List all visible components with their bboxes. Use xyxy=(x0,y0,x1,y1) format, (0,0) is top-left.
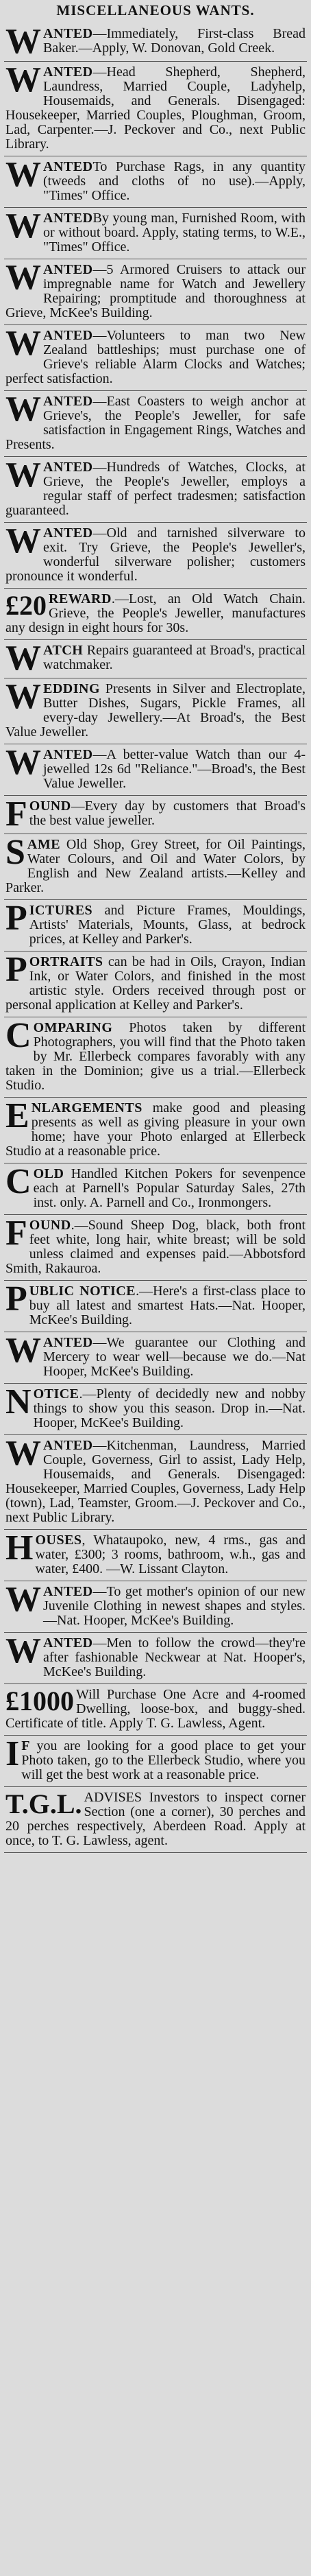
ad-body-text: ADVISES Investors to inspect corner Section (one a corner), 30 perches and 20 perches respectively, Aberdeen Road. Apply at once, to T. G. Lawless, agent. xyxy=(5,1790,306,1848)
classified-ad xyxy=(4,1787,307,1853)
ad-lead-initial: W xyxy=(5,1435,41,1473)
ad-caps-word: OLD xyxy=(33,1166,64,1181)
classified-ad xyxy=(4,156,307,208)
ad-lead-initial: H xyxy=(5,1530,34,1568)
classified-ad xyxy=(4,391,307,457)
classified-ad xyxy=(4,259,307,325)
classified-ad xyxy=(4,23,307,62)
ad-body-text: make good and pleasing presents as well as giving pleasure in your own home; have your Photo enlarged at Ellerbeck Studio at a reasonable price. xyxy=(5,1100,306,1159)
ad-body-text: Handled Kitchen Pokers for sevenpence each at Parnell's Popular Saturday Sales, 27th inst. only. A. Parnell and Co., Ironmongers. xyxy=(33,1166,306,1210)
classified-ad xyxy=(4,640,307,678)
classified-ad xyxy=(4,325,307,391)
section-heading: MISCELLANEOUS WANTS. xyxy=(56,2,255,19)
ad-lead-initial: C xyxy=(5,1163,32,1201)
ad-body-text: .—Lost, an Old Watch Chain. Grieve, the People's Jeweller, manufactures any design in eight hours for 30s. xyxy=(5,591,306,635)
ad-lead-initial: T.G.L. xyxy=(5,1788,82,1819)
ad-lead-initial: C xyxy=(5,1017,32,1055)
ad-caps-word: F xyxy=(21,1738,30,1753)
ad-body-text: .—Here's a first-class place to buy all latest and smartest Hats.—Nat. Hooper, McKee's Building. xyxy=(29,1284,306,1327)
ad-lead-initial: W xyxy=(5,391,41,429)
ad-caps-word: ANTED xyxy=(43,1635,93,1651)
ad-body-text: Repairs guaranteed at Broad's, practical watchmaker. xyxy=(43,643,306,672)
classified-ad xyxy=(4,1530,307,1581)
ad-lead-initial: W xyxy=(5,744,41,782)
ad-caps-word: ANTED xyxy=(43,64,93,80)
ad-body-text: Presents in Silver and Electroplate, Butter Dishes, Sugars, Pickle Frames, all every-day Jewellery.—At Broad's, the Best Value Jeweller. xyxy=(5,681,306,740)
ad-body-text: —Hundreds of Watches, Clocks, at Grieve, the People's Jeweller, employs a regular staff of perfect tradesmen; satisfaction guaranteed. xyxy=(5,460,306,518)
ad-caps-word: ANTED xyxy=(43,211,93,226)
classified-ad xyxy=(4,1435,307,1530)
ad-lead-initial: F xyxy=(5,796,27,834)
ad-lead-initial: I xyxy=(5,1736,20,1773)
ad-lead-initial: S xyxy=(5,834,25,872)
ad-caps-word: ANTED xyxy=(43,159,93,174)
ad-body-text: Photos taken by different Photographers, you will find that the Photo taken by Mr. Ellerbeck compares favorably with any taken in the Dominion; give us a trial.—Ellerbeck Studio. xyxy=(5,1020,306,1093)
ad-caps-word: AME xyxy=(27,837,61,852)
classified-ad xyxy=(4,796,307,834)
ad-body-text: —East Coasters to weigh anchor at Grieve's, the People's Jeweller, for safe satisfaction in Engagement Rings, Watches and Presents. xyxy=(5,394,306,452)
ad-body-text: Will Purchase One Acre and 4-roomed Dwelling, loose-box, and buggy-shed. Certificate of title. Apply T. G. Lawless, Agent. xyxy=(5,1687,306,1731)
ad-caps-word: REWARD xyxy=(49,591,112,606)
ad-lead-initial: E xyxy=(5,1098,29,1135)
classified-ad xyxy=(4,900,307,952)
classified-ad xyxy=(4,523,307,589)
ad-body-text: Old Shop, Grey Street, for Oil Paintings, Water Colours, and Oil and Water Colors, by English and New Zealand artists.—Kelley and Parker. xyxy=(5,837,306,895)
ad-lead-initial: N xyxy=(5,1384,32,1421)
ad-lead-initial: W xyxy=(5,62,41,99)
ad-lead-initial: P xyxy=(5,952,27,989)
ad-caps-word: ANTED xyxy=(43,1584,93,1599)
ad-caps-word: ICTURES xyxy=(29,903,93,918)
classified-ad xyxy=(4,1098,307,1163)
ad-caps-word: ANTED xyxy=(43,262,93,277)
ad-lead-initial: W xyxy=(5,259,41,297)
classified-ad xyxy=(4,1684,307,1736)
ad-caps-word: ANTED xyxy=(43,525,93,541)
ad-caps-word: UBLIC NOTICE xyxy=(29,1284,136,1299)
ad-caps-word: NLARGEMENTS xyxy=(31,1100,142,1115)
ad-lead-initial: W xyxy=(5,156,41,194)
ad-body-text: —We guarantee our Clothing and Mercery to wear well—because we do.—Nat Hooper, McKee's Building. xyxy=(43,1335,306,1379)
ad-lead-initial: W xyxy=(5,1332,41,1370)
ad-caps-word: ATCH xyxy=(43,643,84,658)
ad-caps-word: OMPARING xyxy=(33,1020,113,1035)
ad-caps-word: ANTED xyxy=(43,460,93,475)
ad-body-text: and Picture Frames, Mouldings, Artists' Materials, Mounts, Glass, at bedrock prices, at Kelley and Parker's. xyxy=(29,903,306,947)
ad-body-text: , Whataupoko, new, 4 rms., gas and water, £300; 3 rooms, bathroom, w.h., gas and water, £400. —W. Lissant Clayton. xyxy=(35,1533,306,1576)
ad-lead-initial: W xyxy=(5,640,41,678)
classified-ad xyxy=(4,589,307,640)
classified-ad xyxy=(4,1332,307,1384)
ad-body-text: —Immediately, First-class Bread Baker.—Apply, W. Donovan, Gold Creek. xyxy=(43,26,306,56)
ad-lead-initial: W xyxy=(5,208,41,246)
ad-lead-initial: W xyxy=(5,1633,41,1670)
classified-ad xyxy=(4,1736,307,1787)
ad-lead-initial: W xyxy=(5,23,41,61)
ad-body-text: —Volunteers to man two New Zealand battleships; must purchase one of Grieve's reliable Alarm Clocks and Watches; perfect satisfaction. xyxy=(5,328,306,386)
ad-body-text: —Kitchenman, Laundress, Married Couple, Governess, Girl to assist, Lady Help, Housemaids, and Generals. Disengaged: Housekeeper, Married Couples, Governess, Lady Help (town), Lad, Teamster, Groom.—J. Peckover and Co., next Public Library. xyxy=(5,1438,306,1525)
classified-ad xyxy=(4,1633,307,1684)
ad-body-text: —5 Armored Cruisers to attack our impregnable name for Watch and Jewellery Repairing; promptitude and thoroughness at Grieve, McKee's Building. xyxy=(5,262,306,320)
classified-ad xyxy=(4,1581,307,1633)
ad-body-text: —A better-value Watch than our 4-jewelled 12s 6d "Reliance."—Broad's, the Best Value Jeweller. xyxy=(43,747,306,791)
ad-body-text: —Every day by customers that Broad's the best value jeweller. xyxy=(29,799,306,828)
classified-ad xyxy=(4,678,307,744)
ad-lead-initial: F xyxy=(5,1215,27,1253)
ad-caps-word: OUND xyxy=(29,1218,71,1233)
ad-caps-word: OTICE xyxy=(33,1386,79,1402)
classified-ad xyxy=(4,1281,307,1332)
ad-lead-initial: P xyxy=(5,1281,27,1319)
ad-body-text: you are looking for a good place to get your Photo taken, go to the Ellerbeck Studio, where you will get the best work at a reasonable price. xyxy=(21,1738,306,1782)
ad-body-text: By young man, Furnished Room, with or without board. Apply, stating terms, to W.E., "Times" Office. xyxy=(43,211,306,255)
ad-caps-word: OUSES xyxy=(35,1533,82,1548)
ad-lead-initial: P xyxy=(5,900,27,938)
ads-column xyxy=(4,23,307,1853)
ad-lead-initial: £20 xyxy=(5,590,47,621)
ad-body-text: —Old and tarnished silverware to exit. Try Grieve, the People's Jeweller's, wonderful silverware polisher; customers pronounce it wonderful. xyxy=(5,525,306,584)
ad-lead-initial: W xyxy=(5,1581,41,1619)
ad-caps-word: ANTED xyxy=(43,26,93,41)
ad-caps-word: ANTED xyxy=(43,394,93,409)
ad-body-text: can be had in Oils, Crayon, Indian Ink, or Water Colors, and finished in the most artistic style. Orders received through post or personal application at Kelley and Parker's. xyxy=(5,954,306,1013)
ad-caps-word: ANTED xyxy=(43,747,93,762)
classified-ad xyxy=(4,1215,307,1281)
ad-lead-initial: W xyxy=(5,678,41,716)
ad-body-text: —Men to follow the crowd—they're after fashionable Neckwear at Nat. Hooper's, McKee's Building. xyxy=(43,1635,306,1679)
ad-body-text: To Purchase Rags, in any quantity (tweeds and cloths of no use).—Apply, "Times" Office. xyxy=(43,159,306,203)
classified-ad xyxy=(4,744,307,796)
ad-body-text: —Head Shepherd, Shepherd, Laundress, Married Couple, Ladyhelp, Housemaids, and Generals. Disengaged: Housekeeper, Married Couples, Ploughman, Groom, Lad, Carpenter.—J. Peckover and Co., next Public Library. xyxy=(5,64,306,152)
ad-caps-word: EDDING xyxy=(43,681,101,696)
ad-lead-initial: £1000 xyxy=(5,1686,74,1716)
ad-caps-word: ANTED xyxy=(43,328,93,343)
classified-ad xyxy=(4,1384,307,1435)
ad-body-text: .—Sound Sheep Dog, black, both front feet white, long hair, white breast; will be sold unless claimed and expenses paid.—Abbotsford Smith, Rakauroa. xyxy=(5,1218,306,1276)
ad-caps-word: ANTED xyxy=(43,1335,93,1350)
classified-ad xyxy=(4,457,307,523)
classified-ad xyxy=(4,208,307,259)
ad-caps-word: ORTRAITS xyxy=(29,954,103,969)
ad-lead-initial: W xyxy=(5,325,41,363)
ad-body-text: .—Plenty of decidedly new and nobby things to show you this season. Drop in.—Nat. Hooper, McKee's Building. xyxy=(33,1386,306,1430)
ad-caps-word: ANTED xyxy=(43,1438,93,1453)
ad-lead-initial: W xyxy=(5,523,41,560)
ad-body-text: —To get mother's opinion of our new Juvenile Clothing in newest shapes and styles.—Nat. Hooper, McKee's Building. xyxy=(43,1584,306,1628)
classified-ad xyxy=(4,1163,307,1215)
ad-caps-word: OUND xyxy=(29,799,71,814)
classified-ad xyxy=(4,834,307,900)
classified-ad xyxy=(4,1017,307,1098)
classified-ad xyxy=(4,62,307,156)
classified-ad xyxy=(4,952,307,1017)
ad-lead-initial: W xyxy=(5,457,41,495)
